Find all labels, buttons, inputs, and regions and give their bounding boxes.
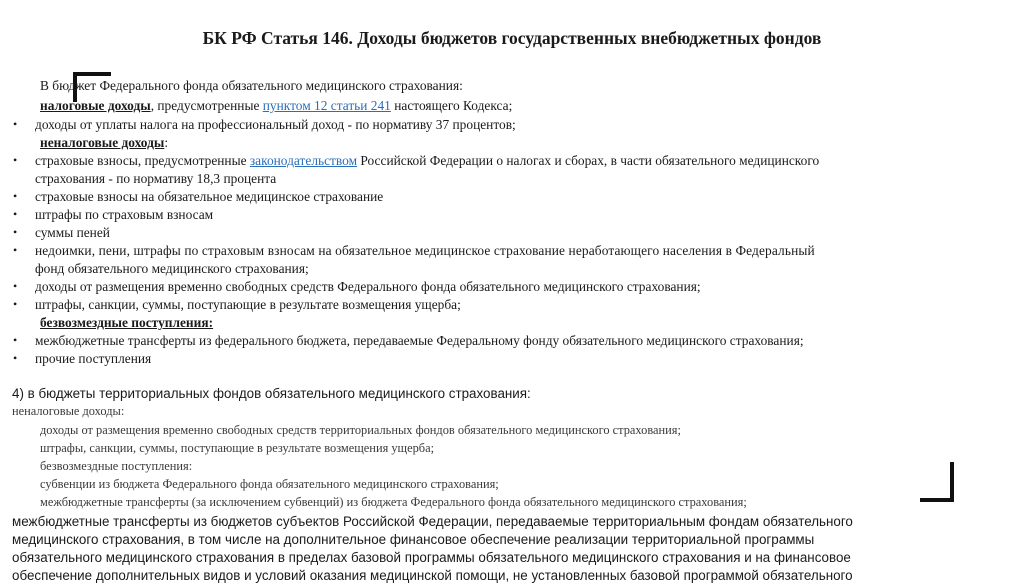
bullet-marker: •	[13, 333, 18, 347]
nontax-colon: :	[164, 135, 169, 150]
territorial-free-label: безвозмездные поступления:	[40, 459, 193, 473]
bullet-marker: •	[13, 279, 18, 293]
territorial-item-2: штрафы, санкции, суммы, поступающие в результате возмещения ущерба;	[40, 441, 435, 455]
slide-title: БК РФ Статья 146. Доходы бюджетов государственных внебюджетных фондов	[202, 28, 822, 48]
bullet-marker: •	[13, 243, 18, 257]
territorial-nontax-label: неналоговые доходы:	[12, 404, 125, 418]
tax-item-1: доходы от уплаты налога на профессиональный доход - по нормативу 37 процентов;	[35, 117, 516, 132]
territorial-paragraph-line-3: обязательного медицинского страхования в пределах базовой программы обязательного медицинского страхования и на финансовое	[12, 550, 851, 565]
nontax-item-1-start: страховые взносы, предусмотренные	[35, 153, 250, 168]
nontax-heading: неналоговые доходы	[40, 135, 165, 150]
tax-income-line	[40, 97, 512, 114]
territorial-item-3: субвенции из бюджета Федерального фонда обязательного медицинского страхования;	[40, 477, 499, 491]
tax-line-end: настоящего Кодекса;	[390, 98, 513, 113]
bullet-marker: •	[13, 225, 18, 239]
nontax-item-2: страховые взносы на обязательное медицинское страхование	[35, 189, 384, 204]
territorial-item-4: межбюджетные трансферты (за исключением субвенций) из бюджета Федерального фонда обязательного медицинского страхования;	[40, 495, 747, 509]
nontax-item-3: штрафы по страховым взносам	[35, 207, 214, 222]
territorial-paragraph-line-4: обеспечение дополнительных видов и условий оказания медицинской помощи, не установленных базовой программой обязательного	[12, 568, 853, 583]
bullet-marker: •	[13, 153, 18, 167]
federal-intro: В бюджет Федерального фонда обязательного медицинского страхования:	[40, 78, 463, 93]
nontax-item-6: доходы от размещения временно свободных средств Федерального фонда обязательного медицинского страхования;	[35, 279, 701, 294]
free-item-1: межбюджетные трансферты из федерального бюджета, передаваемые Федеральному фонду обязательного медицинского страхования;	[35, 333, 804, 348]
bullet-marker: •	[13, 207, 18, 221]
tax-income-heading: налоговые доходы	[40, 98, 151, 113]
territorial-paragraph-line-1: межбюджетные трансферты из бюджетов субъектов Российской Федерации, передаваемые территориальным фондам обязательного	[12, 514, 853, 529]
corner-bracket-bottom-right	[920, 462, 954, 502]
bullet-marker: •	[13, 297, 18, 311]
nontax-item-5: недоимки, пени, штрафы по страховым взносам на обязательное медицинское страхование неработающего населения в Федеральный	[35, 243, 815, 258]
tax-line-middle: , предусмотренные	[150, 98, 263, 113]
free-receipts-heading: безвозмездные поступления:	[40, 315, 214, 330]
territorial-paragraph-line-2: медицинского страхования, в том числе на дополнительное финансовое обеспечение реализации территориальной программы	[12, 532, 815, 547]
territorial-item-1: доходы от размещения временно свободных средств территориальных фондов обязательного медицинского страхования;	[40, 423, 681, 437]
nontax-item-4: суммы пеней	[35, 225, 110, 240]
bullet-marker: •	[13, 117, 18, 131]
nontax-item-1-end: Российской Федерации о налогах и сборах, в части обязательного медицинского	[357, 153, 820, 168]
legislation-link[interactable]: законодательством	[249, 153, 358, 168]
bullet-marker: •	[13, 189, 18, 203]
free-item-2: прочие поступления	[35, 351, 152, 366]
nontax-item-5-cont: фонд обязательного медицинского страхования;	[35, 261, 309, 276]
territorial-heading: 4) в бюджеты территориальных фондов обязательного медицинского страхования:	[12, 386, 531, 401]
bullet-marker: •	[13, 351, 18, 365]
nontax-item-1-cont: страхования - по нормативу 18,3 процента	[35, 171, 277, 186]
nontax-item-7: штрафы, санкции, суммы, поступающие в результате возмещения ущерба;	[35, 297, 461, 312]
article-241-link[interactable]: пунктом 12 статьи 241	[262, 98, 391, 113]
nontax-heading-line	[40, 134, 168, 151]
nontax-item-1	[35, 152, 819, 169]
